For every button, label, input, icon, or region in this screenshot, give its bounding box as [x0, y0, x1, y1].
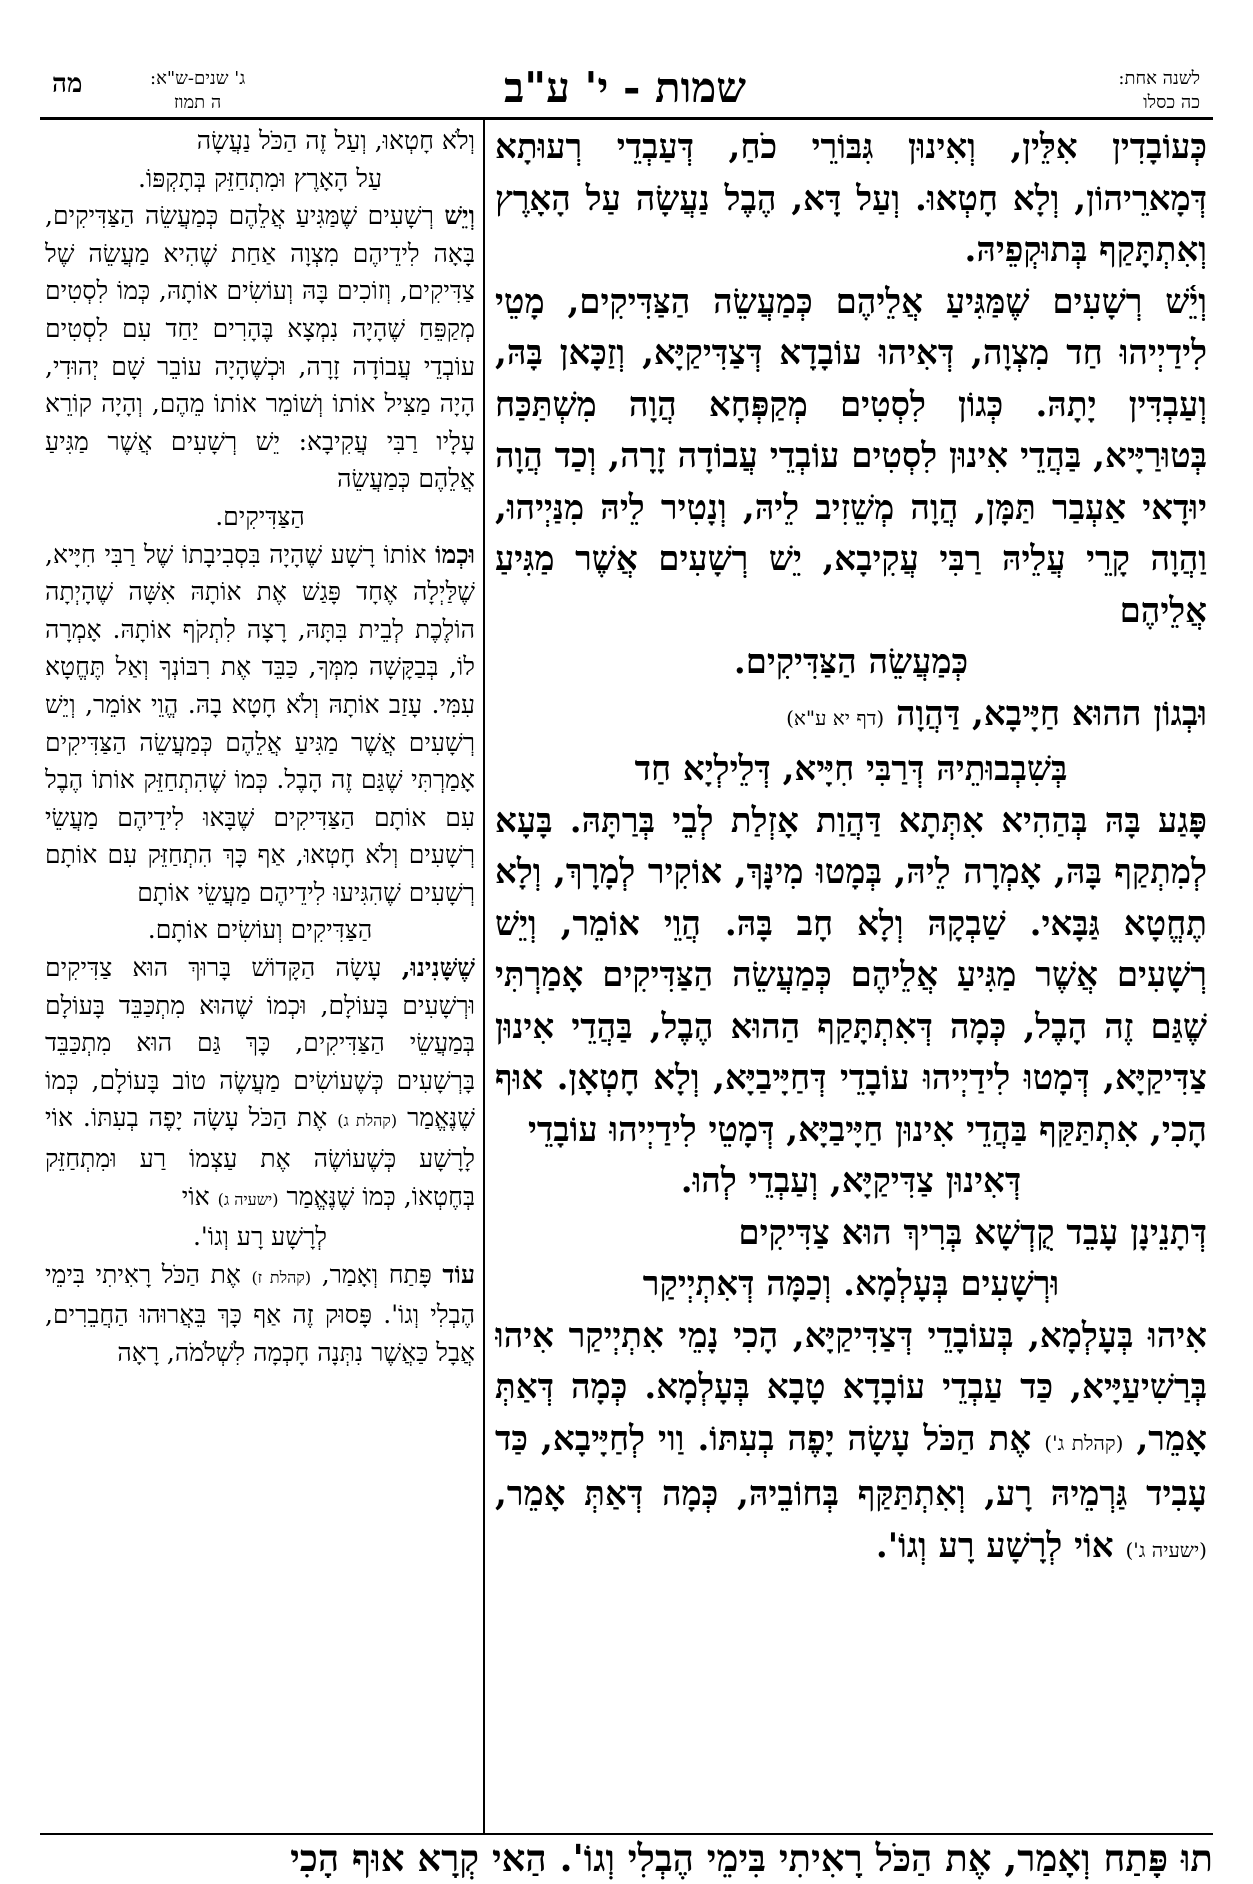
translation-p4-body-b: אֶת הַכֹּל עָשָׂה יָפֶה בְעִתּוֹ. אוֹי לָרָשָׁע כְּשֶׁעוֹשֶׂה אֶת עַצְמוֹ רַע וּמִתְחַזֵּק בְּחֶטְאוֹ, כְּמוֹ שֶׁנֶּאֱמַר	[45, 1103, 475, 1211]
aramaic-p4-end: אוֹי לְרָשָׁע רָע וְגוֹ'.	[875, 1525, 1114, 1566]
hebrew-translation-column	[45, 122, 475, 1827]
page-title: שמות - י' ע"ב	[503, 63, 747, 112]
header-one-year-label: לשנה אחת:	[1118, 68, 1200, 89]
aramaic-paragraph-2-end: כְּמַעֲשֵׂה הַצַּדִּיקִים.	[733, 642, 969, 682]
header-rule	[40, 117, 1213, 120]
translation-paragraph-1a: וְלֹא חָטְאוּ, וְעַל זֶה הַכֹּל נַעֲשָׂה	[196, 126, 475, 155]
translation-p5-body-b: אֶת הַכֹּל רָאִיתִי בִּימֵי הֶבְלִי וְגוֹ'. פָּסוּק זֶה אַף כָּךְ בֵּאֲרוּהוּ הַחֲבֵרִים, אֲבָל כַּאֲשֶׁר נִתְּנָה חָכְמָה לִשְׁלֹמֹה, רָאָה	[45, 1259, 475, 1367]
aramaic-paragraph-3-first-line	[495, 689, 1207, 745]
aramaic-column	[495, 122, 1207, 1827]
header-three-years-label: ג' שנים-ש"א:	[150, 68, 246, 89]
translation-p4-body-c: אוֹי	[181, 1181, 210, 1211]
translation-p2-body: רְשָׁעִים שֶׁמַּגִּיעַ אֲלֵהֶם כְּמַעֲשֵׂה הַצַּדִּיקִים, בָּאָה לִידֵיהֶם מִצְוָה אַחַת שֶׁהִיא מַעֲשֵׂה שֶׁל צַדִּיקִים, וְזוֹכִים בָּהּ וְעוֹשִׂים אוֹתָהּ, כְּמוֹ לִסְטִים מְקַפֵּחַ שֶׁהָיָה נִמְצָא בֶּהָרִים יַחַד עִם לִסְטִים עוֹבְדֵי עֲבוֹדָה זָרָה, וּכְשֶׁהָיָה עוֹבֵר שָׁם יְהוּדִי, הָיָה מַצִּיל אוֹתוֹ וְשׁוֹמֵר אוֹתוֹ מֵהֶם, וְהָיָה קוֹרֵא עָלָיו רַבִּי עֲקִיבָא: יֵשׁ רְשָׁעִים אֲשֶׁר מַגִּיעַ אֲלֵהֶם כְּמַעֲשֵׂה	[45, 201, 475, 494]
kohelet-reference: (קהלת ג')	[1044, 1430, 1124, 1455]
header-three-years-date: ה תמוז	[173, 92, 222, 113]
aramaic-paragraph-3-line-2: בְּשִׁבְבוּתֵיהּ דְּרַבִּי חִיָּיא, דְּלֵילְיָא חַד	[634, 749, 1068, 789]
page-header	[40, 55, 1210, 115]
header-one-year-date: כה כסלו	[1143, 92, 1200, 113]
translation-paragraph-2	[45, 197, 475, 498]
translation-p4-body-a: עָשָׂה הַקָּדוֹשׁ בָּרוּךְ הוּא צַדִּיקִים וּרְשָׁעִים בָּעוֹלָם, וּכְמוֹ שֶׁהוּא מִתְכַּבֵּד בָּעוֹלָם בְּמַעֲשֵׂי הַצַּדִּיקִים, כָּךְ גַּם הוּא מִתְכַּבֵּד בָּרְשָׁעִים כְּשֶׁעוֹשִׂים מַעֲשֶׂה טוֹב בָּעוֹלָם, כְּמוֹ שֶׁנֶּאֱמַר	[45, 953, 475, 1133]
page-number: מה	[52, 69, 83, 99]
aramaic-p4-lead: דְּתָנֵינָן	[1130, 1212, 1207, 1253]
translation-p2-lead: וְיֵשׁ	[444, 201, 475, 231]
translation-p4-lead: שֶׁשָּׁנִינוּ,	[401, 953, 475, 983]
footer-rule	[40, 1833, 1213, 1835]
aramaic-paragraph-4-body	[495, 1311, 1207, 1577]
yeshayahu-reference: (ישעיה ג')	[1125, 1537, 1207, 1562]
translation-p3-lead: וּכְמוֹ	[435, 539, 475, 569]
translation-paragraph-2-end: הַצַּדִּיקִים.	[215, 501, 305, 531]
aramaic-paragraph-3-end: דְּאִינוּן צַדִּיקַיָּא, וְעַבְדֵי לְהוּ.	[680, 1161, 1022, 1201]
column-separator	[483, 118, 485, 1834]
translation-paragraph-1b: עַל הָאָרֶץ וּמִתְחַזֵּק בְּתָקְפּוֹ.	[137, 163, 383, 193]
continuation-line: תוּ פָּתַח וְאָמַר, אֶת הַכֹּל רָאִיתִי בִּימֵי הֶבְלִי וְגוֹ'. הַאי קְרָא אוּף הָכִי	[290, 1836, 1213, 1880]
aramaic-paragraph-4-line-2: וּרְשָׁעִים בְּעָלְמָא. וְכַמָּה דְּאִתְיְיקַר	[642, 1264, 1060, 1304]
aramaic-paragraph-4-first-line	[495, 1208, 1207, 1260]
translation-paragraph-4	[45, 949, 475, 1218]
translation-paragraph-3	[45, 536, 475, 912]
aramaic-paragraph-2: וְיֵ֫שׁ רְשָׁעִים שֶׁמַּגִּיעַ אֲלֵיהֶם כְּמַעֲשֵׂה הַצַּדִּיקִים, מָטֵי לִידַיְיהוּ חַד מִצְוָה, דְּאִיהוּ עוֹבָדָא דְּצַדִּיקַיָּא, וְזַכָּאן בָּהּ, וְעַבְדִּין יָתָהּ. כְּגוֹן לִסְטִים מְקַפְּחָא הֲוָה מִשְׁתַּכַּח בְּטוּרַיָּיא, בַּהֲדֵי אִינוּן לִסְטִים עוֹבְדֵי עֲבוֹדָה זָרָה, וְכַד הֲוָה יוּדָאי אַעְבַר תַּמָּן, הֲוָה מְשֵׁזִיב לֵיהּ, וְנָטִיר לֵיהּ מִנַּיְיהוּ, וַהֲוָה קָרֵי עֲלֵיהּ רַבִּי עֲקִיבָא, יֵשׁ רְשָׁעִים אֲשֶׁר מַגִּיעַ אֲלֵיהֶם	[495, 281, 1207, 631]
translation-paragraph-5	[45, 1256, 475, 1372]
aramaic-p4-first-line-rest: עָבֵד קֻדְשָׁא בְּרִיךְ הוּא צַדִּיקִים	[738, 1212, 1119, 1253]
aramaic-p4-body-a: אִיהוּ בְּעָלְמָא, בְּעוֹבָדֵי דְּצַדִּיקַיָּא, הָכִי נָמֵי אִתְיְיקַר אִיהוּ בְּרַשִׁיעַיָּיא, כַּד עַבְדֵי עוֹבָדָא טָבָא בְּעָלְמָא. כְּמָה דְּאַתְּ אָמֵר,	[495, 1315, 1207, 1459]
translation-paragraph-3-end: הַצַּדִּיקִים וְעוֹשִׂים אוֹתָם.	[147, 915, 373, 945]
translation-p3-body: אוֹתוֹ רָשָׁע שֶׁהָיָה בִּסְבִיבָתוֹ שֶׁל רַבִּי חִיָּיא, שֶׁלַּיְלָה אֶחָד פָּגַשׁ אֶת אוֹתָהּ אִשָּׁה שֶׁהָיְתָה הוֹלֶכֶת לְבֵית בִּתָּהּ, רָצָה לִתְקֹף אוֹתָהּ. אָמְרָה לוֹ, בְּבַקָּשָׁה מִמְּךָ, כַּבֵּד אֶת רִבּוֹנְךָ וְאַל תֶּחֱטָא עִמִּי. עָזַב אוֹתָהּ וְלֹא חָטָא בָהּ. הֱוֵי אוֹמֵר, וְיֵשׁ רְשָׁעִים אֲשֶׁר מַגִּיעַ אֲלֵהֶם כְּמַעֲשֵׂה הַצַּדִּיקִים אָמַרְתִּי שֶׁגַּם זֶה הָבֶל. כְּמוֹ שֶׁהִתְחַזֵּק אוֹתוֹ הֶבֶל עִם אוֹתָם הַצַּדִּיקִים שֶׁבָּאוּ לִידֵיהֶם מַעֲשֵׂי רְשָׁעִים וְלֹא חָטְאוּ, אַף כָּךְ הִתְחַזֵּק עִם אוֹתָם רְשָׁעִים שֶׁהִגִּיעוּ לִידֵיהֶם מַעֲשֵׂי אוֹתָם	[45, 539, 475, 907]
aramaic-paragraph-3-body: פָּגַע בָּהּ בְּהַהִיא אִתְּתָא דַּהֲוַת אָזְלַת לְבֵי בְּרַתָּהּ. בָּעָא לְמִתְקַף בָּהּ, אָמְרָה לֵיהּ, בְּמָטוּ מִינָּךְ, אוֹקִיר לְמָרָךְ, וְלָא תֶחֱטָא גַּבָּאי. שַׁבְקָהּ וְלָא חָב בָּהּ. הֲוֵי אוֹמֵר, וְיֵשׁ רְשָׁעִים אֲשֶׁר מַגִּיעַ אֲלֵיהֶם כְּמַעֲשֵׂה הַצַּדִּיקִים אָמַרְתִּי שֶׁגַּם זֶה הָבֶל, כְּמָה דְּאִתְתָּקַף הַהוּא הֶבֶל, בַּהֲדֵי אִינוּן צַדִּיקַיָּא, דְּמָטוּ לִידַיְיהוּ עוֹבָדֵי דְּחַיָּיבַיָּא, וְלָא חָטְאָן. אוּף הָכִי, אִתְתַּקַּף בַּהֲדֵי אִינוּן חַיָּיבַיָּא, דְּמָטֵי לִידַיְיהוּ עוֹבָדֵי	[495, 800, 1207, 1150]
aramaic-paragraph-1: כְּעוֹבָדִין אִלֵּין, וְאִינוּן גִּבּוֹרֵי כֹחַ, דְּעַבְדֵי רְעוּתָא דְּמָארֵיהוֹן, וְלָא חָטְאוּ. וְעַל דָּא, הֶבֶל נַעֲשָׂה עַל הָאָרֶץ וְאִתְתָּקַף בְּתוּקְפֵיהּ.	[495, 127, 1207, 270]
translation-paragraph-4-end: לְרָשָׁע רָע וְגוֹ'.	[192, 1222, 327, 1252]
aramaic-p4-body-b: אֶת הַכֹּל עָשָׂה יָפֶה בְעִתּוֹ. וַוי לְחַיָּיבָא, כַּד עָבִיד גַּרְמֵיהּ רָע, וְאִתְתַּקַּף בְּחוֹבֵיהּ, כְּמָה דְּאַתְּ אָמֵר,	[495, 1418, 1207, 1514]
translation-kohelet-reference: (קהלת ג)	[337, 1111, 398, 1131]
aramaic-p3-lead: וּבְגוֹן ההוּא חַיָּיבָא, דַּהֲוָה	[896, 693, 1207, 734]
translation-yeshayahu-reference: (ישעיה ג)	[217, 1189, 279, 1209]
translation-kohelet-7-reference: (קהלת ז)	[251, 1267, 312, 1287]
translation-p5-body-a: פָּתַח וְאָמַר,	[321, 1259, 432, 1289]
translation-p5-lead: עוֹד	[442, 1259, 475, 1289]
header-date-three-years	[150, 67, 245, 115]
daf-reference: (דף יא ע"א)	[786, 705, 885, 730]
